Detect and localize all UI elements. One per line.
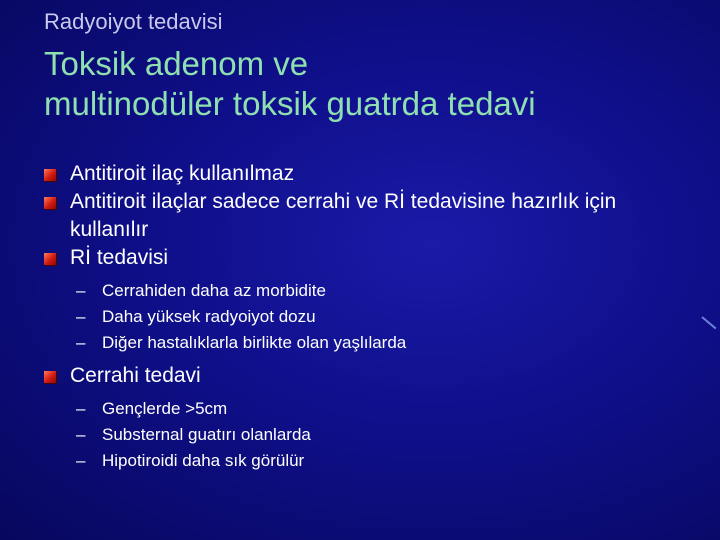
sub-bullet-item — [44, 278, 694, 304]
dash-icon: – — [76, 333, 86, 352]
sub-bullet-text: Gençlerde >5cm — [102, 399, 228, 418]
sub-bullet-text: Diğer hastalıklarla birlikte olan yaşlılarda — [102, 333, 407, 352]
slide-subtitle: Radyoiyot tedavisi — [44, 9, 223, 34]
dash-icon: – — [76, 281, 86, 300]
bullet-item — [44, 160, 694, 188]
bullet-square-icon — [44, 197, 56, 209]
sub-bullet-item — [44, 330, 694, 356]
sub-bullet-item — [44, 304, 694, 330]
bullet-text: Rİ tedavisi — [70, 246, 169, 269]
sub-bullet-text: Substernal guatırı olanlarda — [102, 425, 311, 444]
sub-bullet-item — [44, 448, 694, 474]
sub-bullet-item — [44, 422, 694, 448]
bullet-square-icon — [44, 253, 56, 265]
dash-icon: – — [76, 451, 86, 470]
title-line-1: Toksik adenom ve — [44, 45, 309, 82]
dash-icon: – — [76, 425, 86, 444]
bullet-item — [44, 244, 694, 272]
sub-bullet-item — [44, 396, 694, 422]
sub-bullet-text: Daha yüksek radyoiyot dozu — [102, 307, 316, 326]
sub-bullet-text: Hipotiroidi daha sık görülür — [102, 451, 305, 470]
bullet-square-icon — [44, 169, 56, 181]
sub-bullet-text: Cerrahiden daha az morbidite — [102, 281, 326, 300]
bullet-square-icon — [44, 371, 56, 383]
decorative-edge-line — [701, 316, 716, 329]
bullet-list — [44, 160, 694, 474]
bullet-item — [44, 362, 694, 390]
bullet-text: Cerrahi tedavi — [70, 364, 201, 387]
title-line-2: multinodüler toksik guatrda tedavi — [44, 85, 536, 122]
dash-icon: – — [76, 399, 86, 418]
dash-icon: – — [76, 307, 86, 326]
bullet-text: Antitiroit ilaçlar sadece cerrahi ve Rİ tedavisine hazırlık için kullanılır — [70, 190, 617, 241]
slide-title — [44, 44, 536, 124]
bullet-text: Antitiroit ilaç kullanılmaz — [70, 162, 295, 185]
bullet-item — [44, 188, 694, 244]
